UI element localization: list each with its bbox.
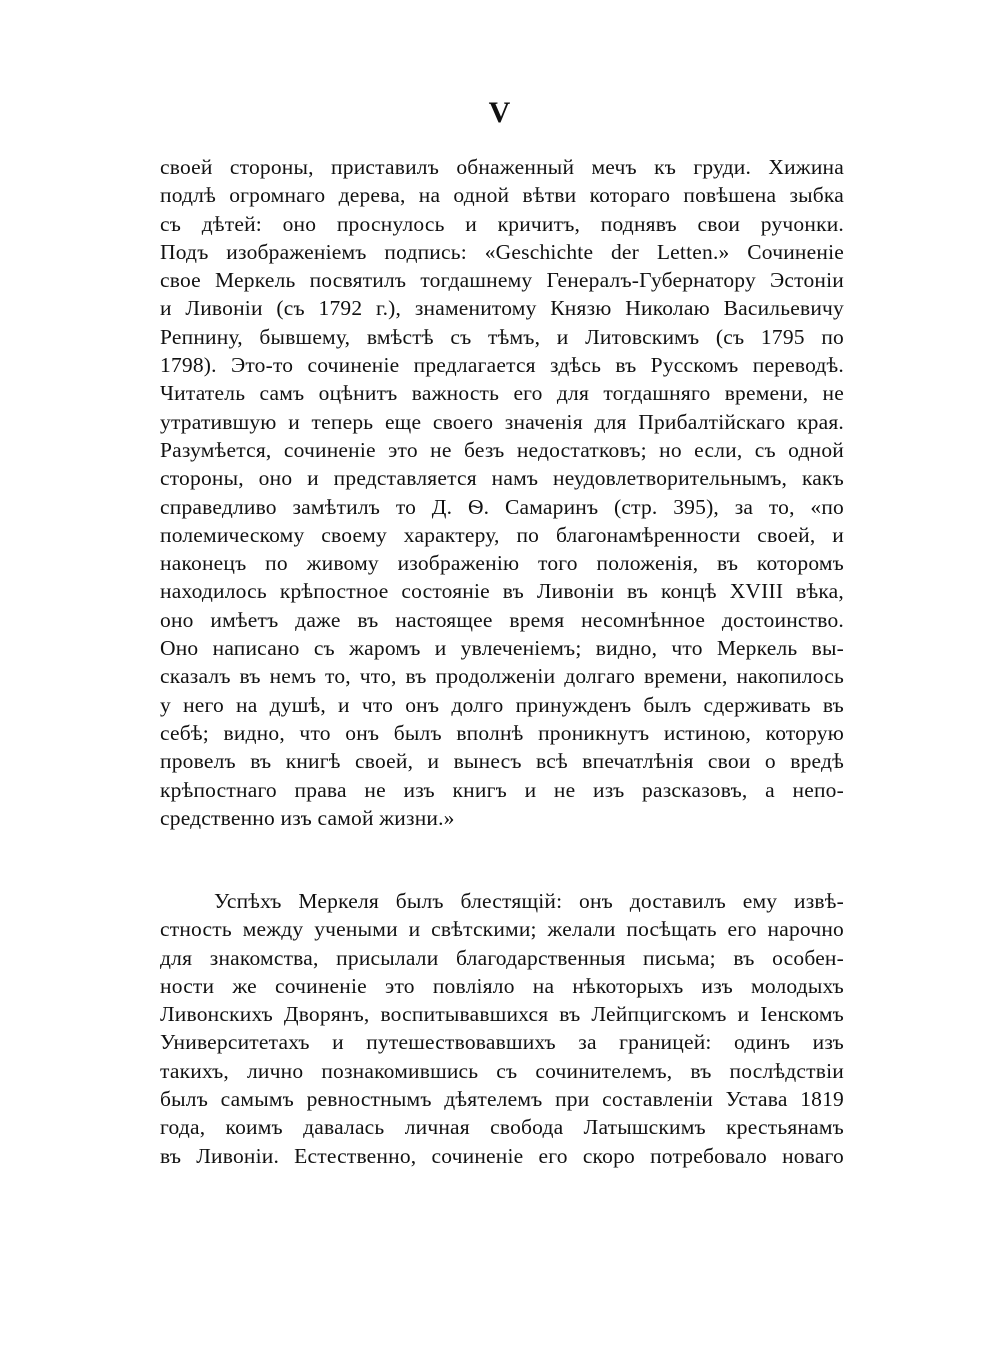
text-line: оно имѣетъ даже въ настоящее время несомнѣнное достоинство. — [160, 607, 844, 632]
text-line: справедливо замѣтилъ то Д. Ѳ. Самаринъ (стр. 395), за то, «по — [160, 494, 844, 519]
text-line: стороны, оно и представляется намъ неудовлетворительнымъ, какъ — [160, 466, 844, 491]
text-line: былъ самымъ ревностнымъ дѣятелемъ при составленіи Устава 1819 — [160, 1087, 844, 1112]
text-line: свое Меркель посвятилъ тогдашнему Генералъ-Губернатору Эстоніи — [160, 268, 844, 293]
text-line: крѣпостнаго права не изъ книгъ и не изъ разсказовъ, а непо- — [160, 777, 844, 802]
page-number: V — [488, 96, 512, 129]
text-line: стность между учеными и свѣтскими; желали посѣщать его нарочно — [160, 917, 844, 942]
text-line: Оно написано съ жаромъ и увлеченіемъ; видно, что Меркель вы- — [160, 636, 844, 661]
text-line: находилось крѣпостное состояніе въ Ливоніи въ концѣ XVIII вѣка, — [160, 579, 844, 604]
text-line: у него на душѣ, и что онъ долго принужденъ былъ сдерживать въ — [160, 692, 844, 717]
text-line: для знакомства, присылали благодарственныя письма; въ особен- — [160, 945, 844, 970]
text-line: въ Ливоніи. Естественно, сочиненіе его скоро потребовало новаго — [160, 1143, 844, 1168]
text-line: и Ливоніи (съ 1792 г.), знаменитому Князю Николаю Васильевичу — [160, 296, 844, 321]
text-line: себѣ; видно, что онъ былъ вполнѣ проникнутъ истиною, которую — [160, 720, 844, 745]
text-line: Подъ изображеніемъ подпись: «Geschichte der Letten.» Сочиненіе — [160, 239, 844, 264]
paragraph-2 — [160, 887, 844, 1170]
text-line: средственно изъ самой жизни.» — [160, 805, 455, 830]
text-line: Успѣхъ Меркеля былъ блестящій: онъ доставилъ ему извѣ- — [214, 889, 844, 913]
text-line: Читатель самъ оцѣнитъ важность его для тогдашняго времени, не — [160, 381, 844, 406]
text-line: подлѣ огромнаго дерева, на одной вѣтви котораго повѣшена зыбка — [160, 183, 844, 208]
text-line: года, коимъ давалась личная свобода Латышскимъ крестьянамъ — [160, 1115, 844, 1140]
text-line: Университетахъ и путешествовавшихъ за границей: одинъ изъ — [160, 1030, 844, 1055]
text-line: съ дѣтей: оно проснулось и кричитъ, поднявъ свои ручонки. — [160, 211, 844, 236]
text-line: сказалъ въ немъ то, что, въ продолженіи долгаго времени, накопилось — [160, 664, 844, 689]
text-line: Ливонскихъ Дворянъ, воспитывавшихся въ Лейпцигскомъ и Іенскомъ — [160, 1002, 844, 1027]
text-line: наконецъ по живому изображенію того положенія, въ которомъ — [160, 551, 844, 576]
text-line: 1798). Это-то сочиненіе предлагается здѣсь въ Русскомъ переводѣ. — [160, 353, 844, 378]
text-line: такихъ, лично познакомившись съ сочинителемъ, въ послѣдствіи — [160, 1058, 844, 1083]
text-line: ности же сочиненіе это повліяло на нѣкоторыхъ изъ молодыхъ — [160, 973, 844, 998]
text-line: Разумѣется, сочиненіе это не безъ недостатковъ; но если, съ одной — [160, 437, 844, 462]
paragraph-1 — [160, 153, 844, 832]
text-line: своей стороны, приставилъ обнаженный мечъ къ груди. Хижина — [160, 155, 844, 179]
text-line: Репнину, бывшему, вмѣстѣ съ тѣмъ, и Литовскимъ (съ 1795 по — [160, 324, 844, 349]
text-line: утратившую и теперь еще своего значенія для Прибалтійскаго края. — [160, 409, 844, 434]
text-line: провелъ въ книгѣ своей, и вынесъ всѣ впечатлѣнія свои о вредѣ — [160, 749, 844, 774]
text-line: полемическому своему характеру, по благонамѣренности своей, и — [160, 522, 844, 547]
